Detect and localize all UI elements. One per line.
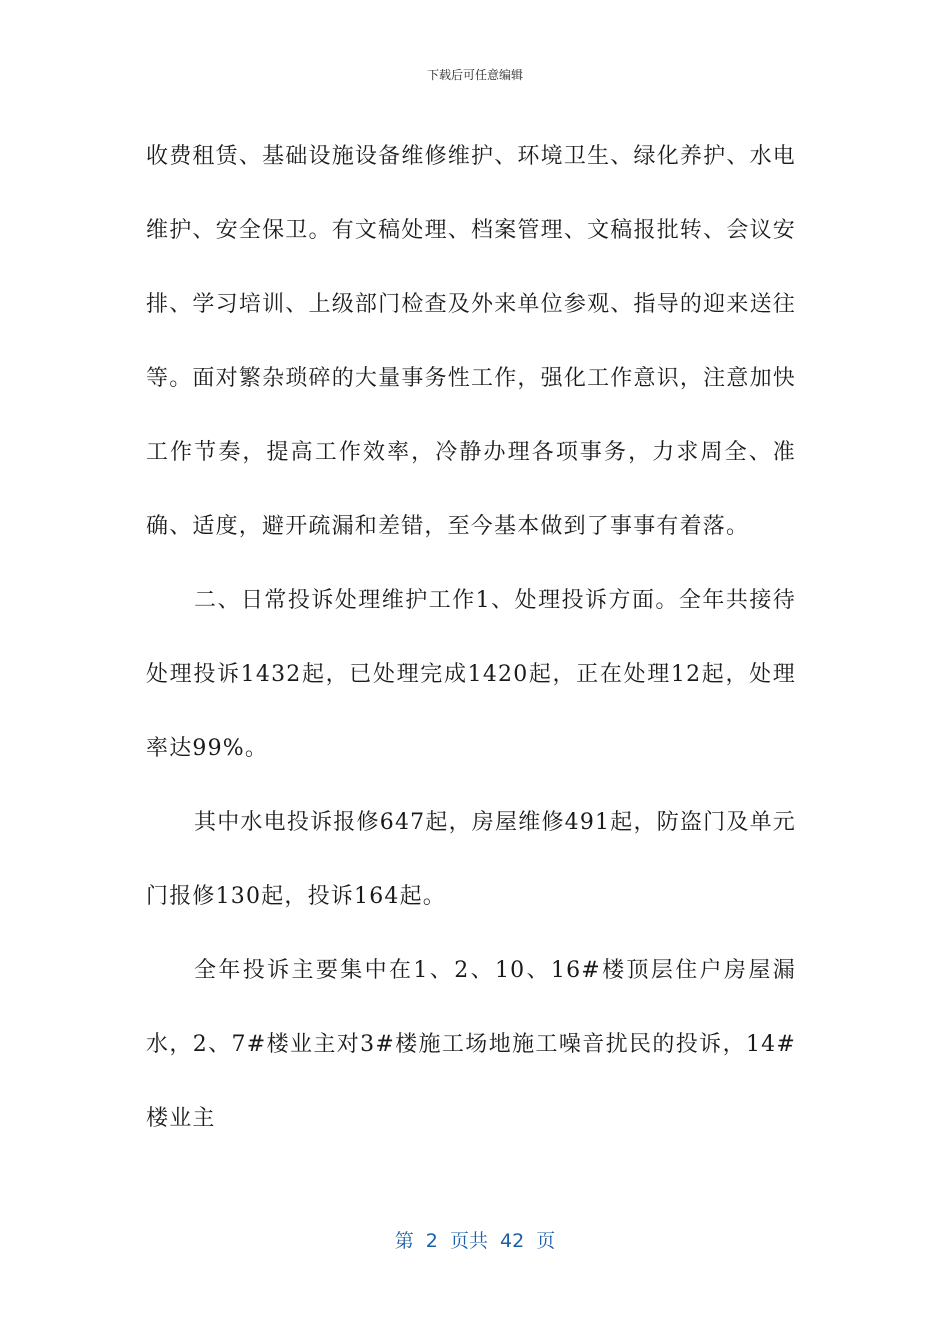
paragraph-complaint-handling: 二、日常投诉处理维护工作1、处理投诉方面。全年共接待处理投诉1432起，已处理完成1420起，正在处理12起，处理率达99%。 [146, 588, 796, 761]
header-note: 下载后可任意编辑 [426, 68, 523, 82]
paragraph-continued: 收费租赁、基础设施设备维修维护、环境卫生、绿化养护、水电维护、安全保卫。有文稿处理、档案管理、文稿报批转、会议安排、学习培训、上级部门检查及外来单位参观、指导的迎来送往等。面对繁杂琐碎的大量事务性工作，强化工作意识，注意加快工作节奏，提高工作效率，冷静办理各项事务，力求周全、准确、适度，避开疏漏和差错，至今基本做到了事事有着落。 [146, 144, 796, 539]
paragraph-repair-breakdown: 其中水电投诉报修647起，房屋维修491起，防盗门及单元门报修130起，投诉164起。 [146, 810, 796, 909]
page-number-footer: 第 2 页共 42 页 [394, 1230, 556, 1252]
paragraph-complaint-focus: 全年投诉主要集中在1、2、10、16#楼顶层住户房屋漏水，2、7#楼业主对3#楼施工场地施工噪音扰民的投诉，14#楼业主 [146, 958, 796, 1131]
body-text [146, 120, 796, 1156]
